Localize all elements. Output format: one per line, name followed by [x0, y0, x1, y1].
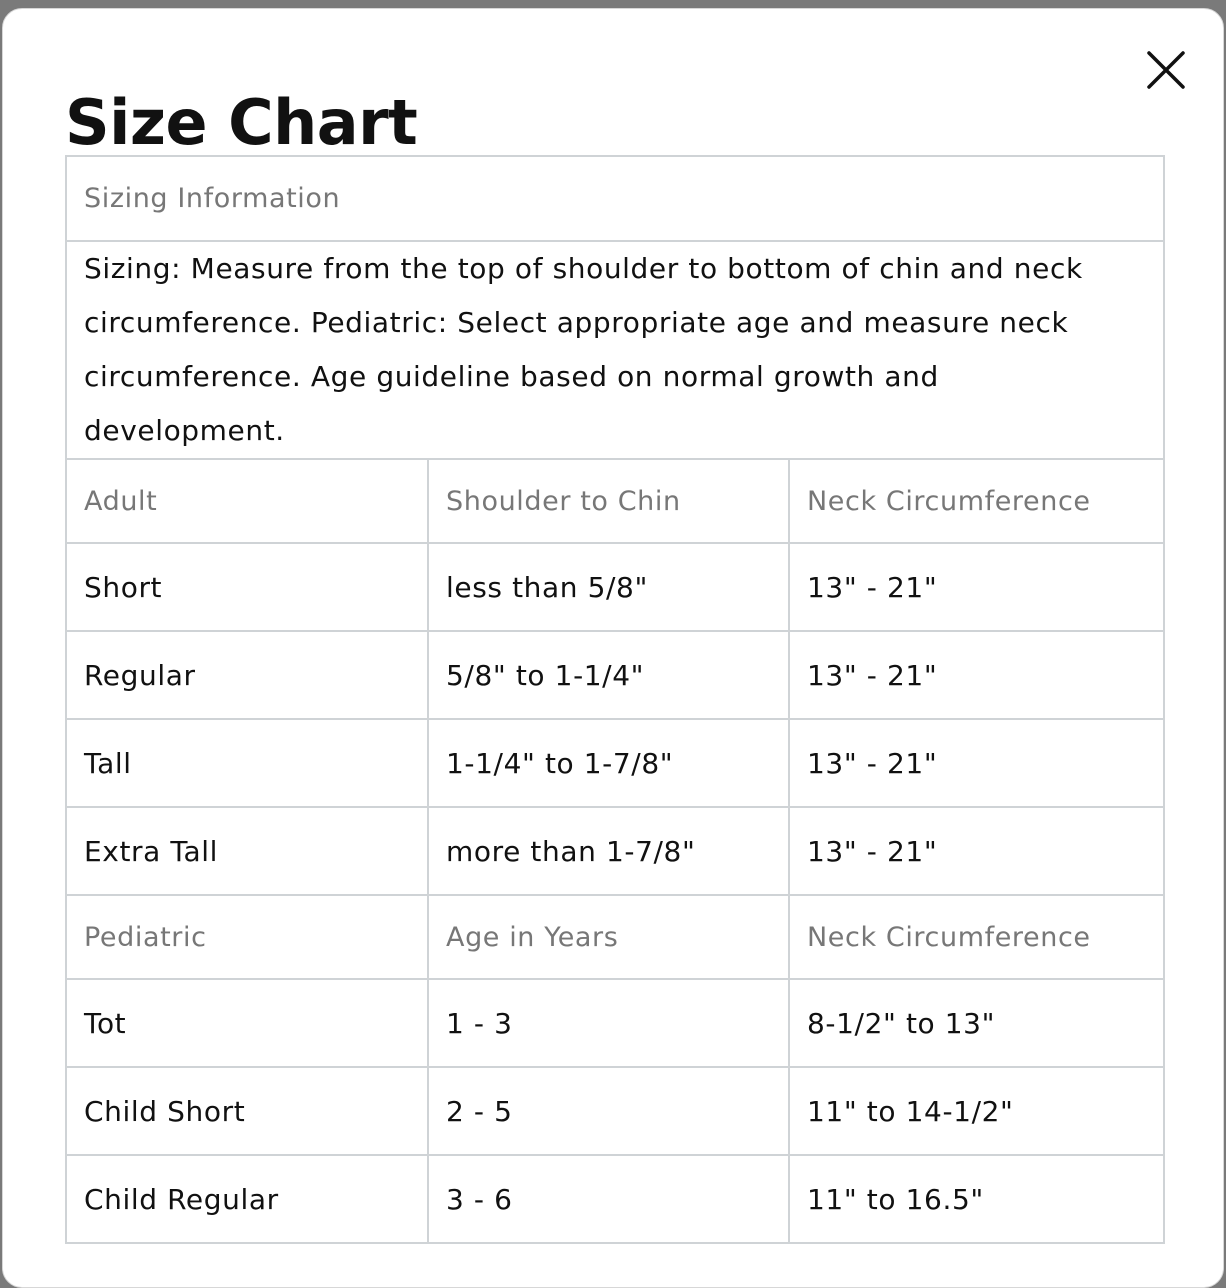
table-cell: Tall	[66, 719, 428, 807]
column-header: Adult	[66, 459, 428, 543]
table-cell: 11" to 16.5"	[789, 1155, 1164, 1243]
table-cell: Child Regular	[66, 1155, 428, 1243]
close-button[interactable]	[1143, 47, 1189, 93]
table-row	[66, 1067, 1164, 1155]
table-cell: 13" - 21"	[789, 719, 1164, 807]
close-icon	[1143, 47, 1189, 93]
column-header: Age in Years	[428, 895, 789, 979]
column-header: Neck Circumference	[789, 459, 1164, 543]
sizing-description: Sizing: Measure from the top of shoulder to bottom of chin and neck circumference. Pediatric: Select appropriate age and measure neck circumference. Age guideline based on normal growth and development.	[66, 241, 1164, 459]
table-cell: 5/8" to 1-1/4"	[428, 631, 789, 719]
table-row	[66, 979, 1164, 1067]
table-row	[66, 631, 1164, 719]
table-cell: Child Short	[66, 1067, 428, 1155]
pediatric-header-row	[66, 895, 1164, 979]
table-cell: 1 - 3	[428, 979, 789, 1067]
size-chart-table	[65, 155, 1165, 1244]
column-header: Pediatric	[66, 895, 428, 979]
table-row	[66, 543, 1164, 631]
table-cell: Short	[66, 543, 428, 631]
column-header: Shoulder to Chin	[428, 459, 789, 543]
table-row	[66, 156, 1164, 241]
table-cell: Regular	[66, 631, 428, 719]
adult-header-row	[66, 459, 1164, 543]
sizing-info-heading: Sizing Information	[66, 156, 1164, 241]
table-row	[66, 241, 1164, 459]
table-cell: Tot	[66, 979, 428, 1067]
table-cell: 1-1/4" to 1-7/8"	[428, 719, 789, 807]
table-cell: 3 - 6	[428, 1155, 789, 1243]
table-row	[66, 719, 1164, 807]
table-cell: 13" - 21"	[789, 631, 1164, 719]
table-cell: 8-1/2" to 13"	[789, 979, 1164, 1067]
column-header: Neck Circumference	[789, 895, 1164, 979]
table-cell: 13" - 21"	[789, 807, 1164, 895]
table-cell: less than 5/8"	[428, 543, 789, 631]
table-cell: 2 - 5	[428, 1067, 789, 1155]
size-chart-modal	[2, 8, 1224, 1288]
table-cell: 11" to 14-1/2"	[789, 1067, 1164, 1155]
modal-title: Size Chart	[65, 86, 418, 159]
table-cell: 13" - 21"	[789, 543, 1164, 631]
table-row	[66, 807, 1164, 895]
table-cell: Extra Tall	[66, 807, 428, 895]
table-cell: more than 1-7/8"	[428, 807, 789, 895]
table-row	[66, 1155, 1164, 1243]
